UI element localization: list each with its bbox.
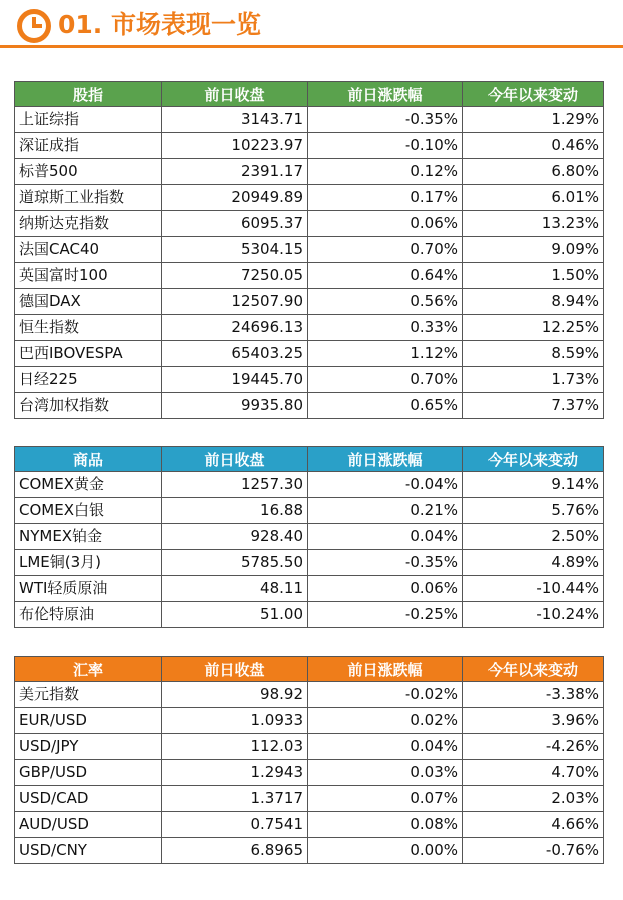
change-value: 1.12% bbox=[308, 341, 463, 367]
row-name: LME铜(3月) bbox=[15, 550, 162, 576]
row-name: 深证成指 bbox=[15, 133, 162, 159]
table-row bbox=[15, 263, 604, 289]
row-name: 台湾加权指数 bbox=[15, 393, 162, 419]
table-row bbox=[15, 289, 604, 315]
row-name: USD/CAD bbox=[15, 786, 162, 812]
close-value: 19445.70 bbox=[162, 367, 308, 393]
table-row bbox=[15, 838, 604, 864]
row-name: COMEX黄金 bbox=[15, 472, 162, 498]
column-header-ytd: 今年以来变动 bbox=[463, 447, 604, 472]
table-row bbox=[15, 237, 604, 263]
change-value: 0.04% bbox=[308, 524, 463, 550]
ytd-value: -10.44% bbox=[463, 576, 604, 602]
column-header-ytd: 今年以来变动 bbox=[463, 657, 604, 682]
table-row bbox=[15, 107, 604, 133]
row-name: 纳斯达克指数 bbox=[15, 211, 162, 237]
ytd-value: 2.03% bbox=[463, 786, 604, 812]
change-value: 0.17% bbox=[308, 185, 463, 211]
ytd-value: 4.70% bbox=[463, 760, 604, 786]
change-value: 0.08% bbox=[308, 812, 463, 838]
table-row bbox=[15, 472, 604, 498]
table-row bbox=[15, 812, 604, 838]
ytd-value: 1.29% bbox=[463, 107, 604, 133]
column-header-change: 前日涨跌幅 bbox=[308, 657, 463, 682]
table-row bbox=[15, 185, 604, 211]
ytd-value: 1.50% bbox=[463, 263, 604, 289]
indices-table bbox=[14, 81, 604, 419]
change-value: 0.07% bbox=[308, 786, 463, 812]
change-value: 0.21% bbox=[308, 498, 463, 524]
row-name: USD/JPY bbox=[15, 734, 162, 760]
ytd-value: 8.59% bbox=[463, 341, 604, 367]
table-row bbox=[15, 341, 604, 367]
change-value: 0.70% bbox=[308, 237, 463, 263]
row-name: WTI轻质原油 bbox=[15, 576, 162, 602]
change-value: -0.35% bbox=[308, 550, 463, 576]
close-value: 1257.30 bbox=[162, 472, 308, 498]
column-header-close: 前日收盘 bbox=[162, 82, 308, 107]
close-value: 112.03 bbox=[162, 734, 308, 760]
row-name: 法国CAC40 bbox=[15, 237, 162, 263]
change-value: -0.35% bbox=[308, 107, 463, 133]
close-value: 65403.25 bbox=[162, 341, 308, 367]
close-value: 2391.17 bbox=[162, 159, 308, 185]
ytd-value: 4.66% bbox=[463, 812, 604, 838]
close-value: 1.2943 bbox=[162, 760, 308, 786]
change-value: 0.56% bbox=[308, 289, 463, 315]
row-name: 日经225 bbox=[15, 367, 162, 393]
row-name: 英国富时100 bbox=[15, 263, 162, 289]
table-row bbox=[15, 760, 604, 786]
table-row bbox=[15, 498, 604, 524]
ytd-value: 7.37% bbox=[463, 393, 604, 419]
close-value: 48.11 bbox=[162, 576, 308, 602]
row-name: AUD/USD bbox=[15, 812, 162, 838]
change-value: -0.10% bbox=[308, 133, 463, 159]
change-value: 0.70% bbox=[308, 367, 463, 393]
change-value: 0.04% bbox=[308, 734, 463, 760]
change-value: 0.00% bbox=[308, 838, 463, 864]
close-value: 1.0933 bbox=[162, 708, 308, 734]
header-divider bbox=[0, 45, 623, 48]
ytd-value: 8.94% bbox=[463, 289, 604, 315]
table-row bbox=[15, 708, 604, 734]
close-value: 12507.90 bbox=[162, 289, 308, 315]
ytd-value: 4.89% bbox=[463, 550, 604, 576]
column-header-ytd: 今年以来变动 bbox=[463, 82, 604, 107]
commodities-table bbox=[14, 446, 604, 628]
ytd-value: 6.01% bbox=[463, 185, 604, 211]
change-value: 0.64% bbox=[308, 263, 463, 289]
column-header-category: 商品 bbox=[15, 447, 162, 472]
table-row bbox=[15, 211, 604, 237]
ytd-value: 13.23% bbox=[463, 211, 604, 237]
table-row bbox=[15, 133, 604, 159]
change-value: -0.25% bbox=[308, 602, 463, 628]
ytd-value: 0.46% bbox=[463, 133, 604, 159]
ytd-value: 9.14% bbox=[463, 472, 604, 498]
column-header-change: 前日涨跌幅 bbox=[308, 447, 463, 472]
table-header-row bbox=[15, 447, 604, 472]
close-value: 1.3717 bbox=[162, 786, 308, 812]
change-value: 0.06% bbox=[308, 576, 463, 602]
column-header-category: 股指 bbox=[15, 82, 162, 107]
row-name: EUR/USD bbox=[15, 708, 162, 734]
ytd-value: 3.96% bbox=[463, 708, 604, 734]
clock-icon bbox=[17, 9, 51, 43]
close-value: 7250.05 bbox=[162, 263, 308, 289]
table-row bbox=[15, 734, 604, 760]
change-value: 0.65% bbox=[308, 393, 463, 419]
close-value: 5304.15 bbox=[162, 237, 308, 263]
table-row bbox=[15, 393, 604, 419]
row-name: GBP/USD bbox=[15, 760, 162, 786]
close-value: 51.00 bbox=[162, 602, 308, 628]
table-header-row bbox=[15, 82, 604, 107]
table-row bbox=[15, 682, 604, 708]
close-value: 6.8965 bbox=[162, 838, 308, 864]
change-value: 0.03% bbox=[308, 760, 463, 786]
change-value: -0.04% bbox=[308, 472, 463, 498]
row-name: 恒生指数 bbox=[15, 315, 162, 341]
table-row bbox=[15, 786, 604, 812]
column-header-close: 前日收盘 bbox=[162, 447, 308, 472]
column-header-change: 前日涨跌幅 bbox=[308, 82, 463, 107]
column-header-category: 汇率 bbox=[15, 657, 162, 682]
change-value: -0.02% bbox=[308, 682, 463, 708]
change-value: 0.02% bbox=[308, 708, 463, 734]
ytd-value: 6.80% bbox=[463, 159, 604, 185]
close-value: 6095.37 bbox=[162, 211, 308, 237]
ytd-value: 12.25% bbox=[463, 315, 604, 341]
table-row bbox=[15, 367, 604, 393]
table-row bbox=[15, 550, 604, 576]
table-row bbox=[15, 524, 604, 550]
close-value: 5785.50 bbox=[162, 550, 308, 576]
row-name: NYMEX铂金 bbox=[15, 524, 162, 550]
ytd-value: -4.26% bbox=[463, 734, 604, 760]
ytd-value: -10.24% bbox=[463, 602, 604, 628]
fx-table bbox=[14, 656, 604, 864]
row-name: 巴西IBOVESPA bbox=[15, 341, 162, 367]
change-value: 0.06% bbox=[308, 211, 463, 237]
page-header bbox=[0, 0, 623, 52]
close-value: 9935.80 bbox=[162, 393, 308, 419]
close-value: 928.40 bbox=[162, 524, 308, 550]
table-row bbox=[15, 602, 604, 628]
ytd-value: 9.09% bbox=[463, 237, 604, 263]
close-value: 10223.97 bbox=[162, 133, 308, 159]
close-value: 98.92 bbox=[162, 682, 308, 708]
row-name: USD/CNY bbox=[15, 838, 162, 864]
close-value: 0.7541 bbox=[162, 812, 308, 838]
column-header-close: 前日收盘 bbox=[162, 657, 308, 682]
ytd-value: 1.73% bbox=[463, 367, 604, 393]
ytd-value: 2.50% bbox=[463, 524, 604, 550]
table-row bbox=[15, 576, 604, 602]
ytd-value: 5.76% bbox=[463, 498, 604, 524]
row-name: 布伦特原油 bbox=[15, 602, 162, 628]
close-value: 3143.71 bbox=[162, 107, 308, 133]
row-name: 美元指数 bbox=[15, 682, 162, 708]
close-value: 24696.13 bbox=[162, 315, 308, 341]
ytd-value: -3.38% bbox=[463, 682, 604, 708]
table-row bbox=[15, 159, 604, 185]
close-value: 16.88 bbox=[162, 498, 308, 524]
ytd-value: -0.76% bbox=[463, 838, 604, 864]
row-name: 上证综指 bbox=[15, 107, 162, 133]
close-value: 20949.89 bbox=[162, 185, 308, 211]
change-value: 0.12% bbox=[308, 159, 463, 185]
table-header-row bbox=[15, 657, 604, 682]
row-name: 德国DAX bbox=[15, 289, 162, 315]
row-name: 标普500 bbox=[15, 159, 162, 185]
table-row bbox=[15, 315, 604, 341]
page-title: 01. 市场表现一览 bbox=[58, 10, 261, 39]
change-value: 0.33% bbox=[308, 315, 463, 341]
row-name: 道琼斯工业指数 bbox=[15, 185, 162, 211]
row-name: COMEX白银 bbox=[15, 498, 162, 524]
